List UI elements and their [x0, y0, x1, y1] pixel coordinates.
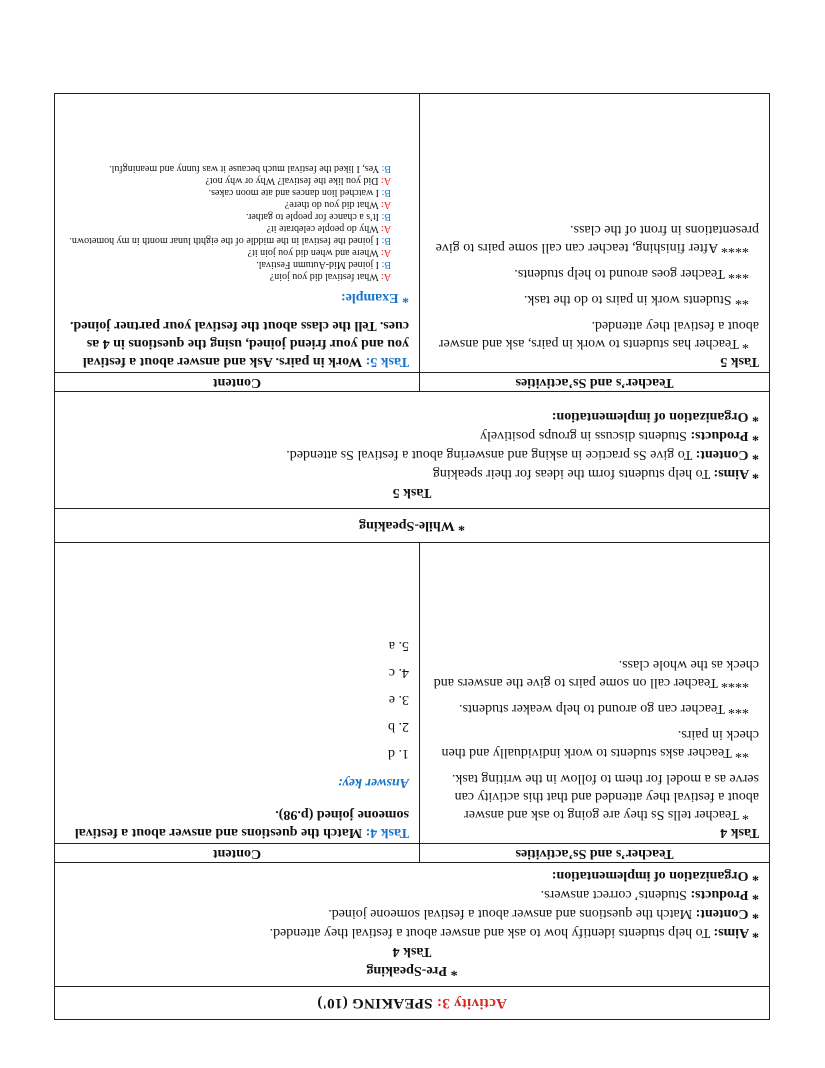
- task5-col-content: Content: [212, 375, 262, 390]
- task5-step-1: * Teacher has students to work in pairs, ask and answer about a festival they attended.: [438, 318, 759, 351]
- task5-left-title: Task 5: [720, 354, 759, 369]
- pre-speaking-info: [55, 862, 769, 986]
- pre-organization: * Organization of implementation:: [551, 868, 759, 883]
- dialogue-line: A: Why do people celebrate it?: [266, 223, 391, 234]
- answer-key-label: Answer key:: [337, 775, 409, 790]
- task4-col-content: Content: [212, 846, 262, 861]
- task4-step-4: **** Teacher call on some pairs to give the answers and check as the whole class.: [433, 657, 759, 690]
- task5-content-cell: [55, 94, 419, 372]
- while-organization: * Organization of implementation:: [551, 409, 759, 424]
- task5-step-2: ** Students work in pairs to do the task.: [523, 292, 749, 307]
- task5-step-4: **** After finishing, teacher can call some pairs to give presentations in front of the class.: [435, 222, 759, 255]
- dialogue-line: A: Did you like the festival? Why or why not?: [205, 175, 391, 186]
- task5-header-row: [55, 372, 769, 391]
- pre-products: * Products: Students’ correct answers.: [540, 887, 759, 902]
- answer-item: 5. a: [388, 638, 409, 653]
- activity-name: SPEAKING (10'): [317, 995, 433, 1012]
- answer-key-list: [65, 632, 409, 767]
- task4-content-title: Task 4: Match the questions and answer about a festival someone joined (p.98).: [74, 807, 409, 840]
- pre-speaking-task: Task 4: [392, 944, 432, 959]
- example-dialogue: [65, 162, 409, 282]
- task5-content-title: Task 5: Work in pairs. Ask and answer about a festival you and your friend joined, using the questions in 4 as cues. Tell the class about the festival your partner joined.: [70, 318, 409, 369]
- task4-step-3: *** Teacher can go around to help weaker students.: [459, 701, 749, 716]
- dialogue-line: A: What festival did you join?: [269, 271, 391, 282]
- dialogue-line: B: I watched lion dances and ate moon cakes.: [208, 187, 391, 198]
- while-content: * Content: To give Ss practice in asking and answering about a festival Ss attended.: [286, 447, 759, 462]
- task4-col-activities: Teacher’s and Ss’activities: [419, 844, 769, 862]
- dialogue-line: A: Where and when did you join it?: [247, 247, 391, 258]
- answer-item: 3. e: [388, 692, 409, 707]
- lesson-plan-table: [54, 93, 770, 1020]
- while-speaking-stage: * While-Speaking: [55, 508, 769, 542]
- task5-activities-cell: [419, 94, 769, 372]
- pre-content: * Content: Match the questions and answer about a festival someone joined.: [328, 906, 759, 921]
- task4-content-cell: [55, 543, 419, 843]
- task4-step-2: ** Teacher asks students to work individually and then check in pairs.: [441, 727, 759, 760]
- task4-step-1: * Teacher tells Ss they are going to ask and answer about a festival they attended and that this activity can serve as a model for them to follow in the writing task.: [451, 771, 759, 822]
- while-aims: * Aims: To help students form the ideas for their speaking: [432, 466, 759, 481]
- task4-left-title: Task 4: [720, 825, 759, 840]
- dialogue-line: B: It’s a chance for people to gather.: [246, 211, 391, 222]
- answer-item: 4. c: [388, 665, 409, 680]
- task4-body-row: [55, 542, 769, 843]
- task5-body-row: [55, 94, 769, 372]
- dialogue-line: B: I joined the festival in the middle of the eighth lunar month in my hometown.: [69, 235, 391, 246]
- answer-item: 2. b: [388, 719, 409, 734]
- task4-activities-cell: [419, 543, 769, 843]
- dialogue-line: B: I joined Mid-Autumn Festival.: [256, 259, 391, 270]
- dialogue-line: A: What did you do there?: [284, 199, 391, 210]
- pre-aims: * Aims: To help students identify how to ask and answer about a festival they attended.: [269, 925, 759, 940]
- example-label: * Example:: [340, 290, 409, 305]
- activity-label: Activity 3:: [436, 995, 507, 1012]
- while-speaking-task: Task 5: [392, 485, 432, 500]
- answer-item: 1. d: [388, 746, 409, 761]
- while-products: * Products: Students discuss in groups positively: [480, 428, 759, 443]
- pre-speaking-stage: * Pre-Speaking: [366, 963, 458, 978]
- task4-header-row: [55, 843, 769, 862]
- task5-col-activities: Teacher’s and Ss’activities: [419, 373, 769, 391]
- while-speaking-info: [55, 391, 769, 508]
- activity-title: [55, 986, 769, 1019]
- dialogue-line: B: Yes, I liked the festival much because it was funny and meaningful.: [109, 163, 391, 174]
- task5-step-3: *** Teacher goes around to help students.: [514, 266, 749, 281]
